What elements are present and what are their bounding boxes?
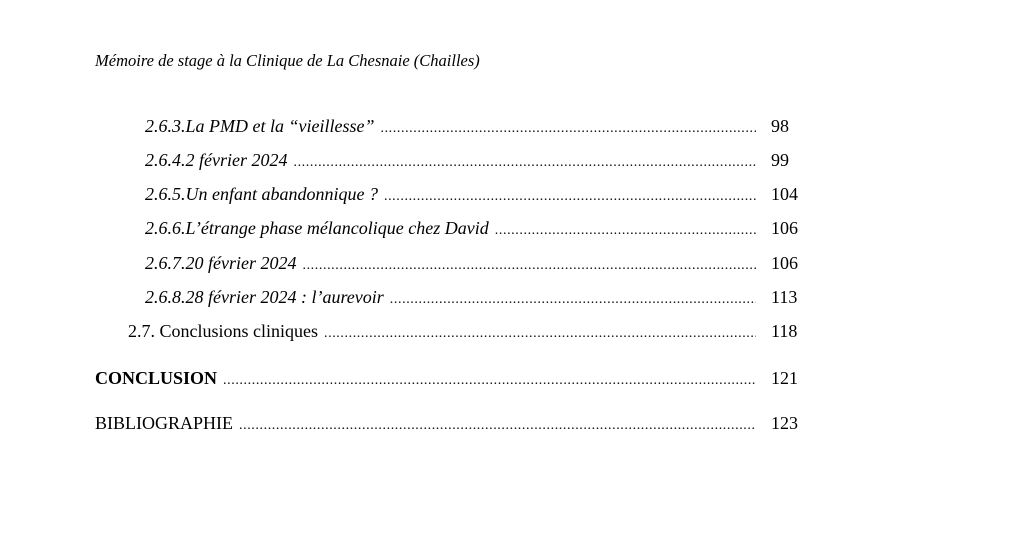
dot-leader (390, 293, 756, 307)
toc-entry-2-7[interactable] (0, 321, 1024, 345)
toc-page-number: 113 (771, 287, 798, 307)
toc-page-number: 118 (771, 321, 798, 341)
toc-entry-2-6-5[interactable] (0, 184, 1024, 208)
toc-entry-bibliographie[interactable] (0, 413, 1024, 437)
dot-leader (239, 419, 756, 433)
dot-leader (302, 259, 756, 273)
dot-leader (384, 190, 756, 204)
toc-title: 20 février 2024 (185, 253, 297, 273)
toc-title: 28 février 2024 : l’aurevoir (185, 287, 384, 307)
dot-leader (293, 156, 756, 170)
toc-entry-2-6-3[interactable] (0, 116, 1024, 140)
toc-title: Conclusions cliniques (159, 321, 318, 341)
toc-page-number: 123 (771, 413, 798, 433)
dot-leader (380, 122, 756, 136)
toc-page-number: 121 (771, 368, 798, 388)
toc-number: 2.6.5. (145, 184, 186, 204)
toc-page-number: 106 (771, 253, 798, 273)
dot-leader (495, 224, 756, 238)
dot-leader (223, 374, 756, 388)
toc-number: 2.6.8. (145, 287, 186, 307)
toc-page-number: 98 (771, 116, 789, 136)
toc-entry-conclusion[interactable] (0, 368, 1024, 392)
toc-title: BIBLIOGRAPHIE (95, 413, 233, 433)
toc-title: L’étrange phase mélancolique chez David (185, 218, 489, 238)
toc-entry-2-6-8[interactable] (0, 287, 1024, 311)
toc-number: 2.6.6. (145, 218, 186, 238)
toc-entry-2-6-4[interactable] (0, 150, 1024, 174)
toc-title: La PMD et la “vieillesse” (185, 116, 375, 136)
toc-number: 2.6.4. (145, 150, 186, 170)
document-header: Mémoire de stage à la Clinique de La Chesnaie (Chailles) (95, 51, 480, 70)
toc-number: 2.6.7. (145, 253, 186, 273)
toc-page-number: 106 (771, 218, 798, 238)
toc-page-number: 99 (771, 150, 789, 170)
toc-title: CONCLUSION (95, 368, 218, 388)
toc-title: 2 février 2024 (185, 150, 288, 170)
toc-page-number: 104 (771, 184, 798, 204)
toc-entry-2-6-7[interactable] (0, 253, 1024, 277)
toc-number: 2.6.3. (145, 116, 186, 136)
dot-leader (324, 327, 756, 341)
toc-entry-2-6-6[interactable] (0, 218, 1024, 242)
toc-title: Un enfant abandonnique ? (185, 184, 378, 204)
toc-number: 2.7. (128, 321, 155, 341)
